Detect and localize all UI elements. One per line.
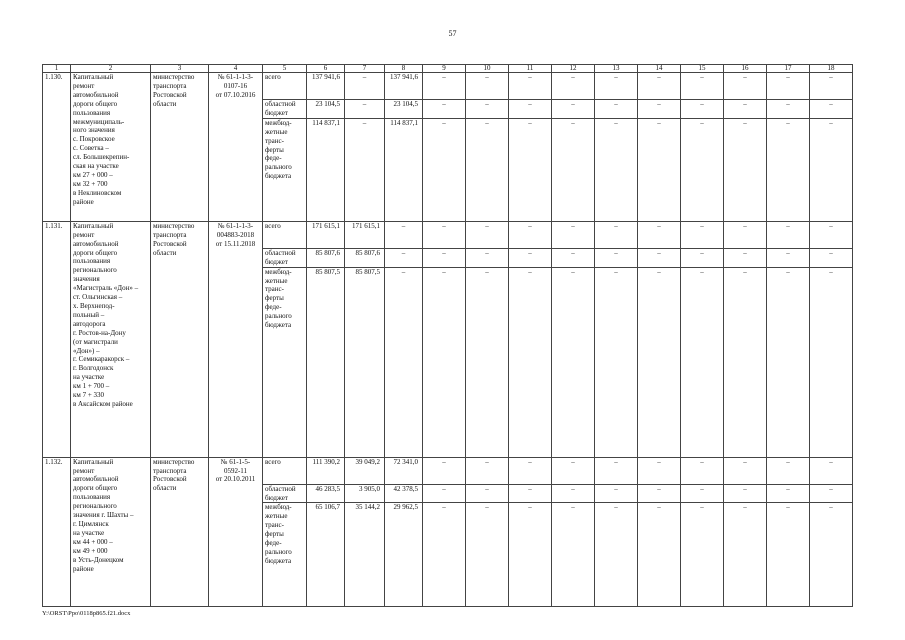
cell-empty-dash: – xyxy=(681,457,724,484)
cell-empty-dash: – xyxy=(681,267,724,457)
cell-empty-dash: – xyxy=(423,248,466,267)
cell-funding-source: межбюд- жетные транс- ферты феде- рального бюджета xyxy=(263,118,307,221)
cell-empty-dash: – xyxy=(681,503,724,607)
cell-funding-source: межбюд- жетные транс- ферты феде- рального бюджета xyxy=(263,267,307,457)
cell-empty-dash: – xyxy=(638,248,681,267)
cell-empty-dash: – xyxy=(724,267,767,457)
col-header: 9 xyxy=(423,65,466,73)
col-header: 6 xyxy=(307,65,345,73)
col-header: 4 xyxy=(209,65,263,73)
cell-empty-dash: – xyxy=(810,248,853,267)
cell-empty-dash: – xyxy=(466,100,509,119)
cell-amount: 39 049,2 xyxy=(345,457,385,484)
cell-name: Капитальный ремонт автомобильной дороги общего пользования межмуниципаль- ного значения с. Покровское с. Советка – сл. Большекрепин- ская на участке км 27 + 000 – км 32 + 700 в Неклиновском районе xyxy=(71,73,151,222)
cell-empty-dash: – xyxy=(595,457,638,484)
cell-empty-dash: – xyxy=(638,457,681,484)
cell-empty-dash: – xyxy=(638,221,681,248)
cell-num: 1.130. xyxy=(43,73,71,222)
cell-empty-dash: – xyxy=(681,118,724,221)
cell-doc: № 61-1-5- 0592-11 от 20.10.2011 xyxy=(209,457,263,607)
cell-empty-dash: – xyxy=(423,73,466,100)
cell-amount: 111 390,2 xyxy=(307,457,345,484)
cell-empty-dash: – xyxy=(466,503,509,607)
cell-ministry: министерство транспорта Ростовской области xyxy=(151,221,209,457)
col-header: 17 xyxy=(767,65,810,73)
cell-empty-dash: – xyxy=(595,100,638,119)
cell-empty-dash: – xyxy=(466,267,509,457)
cell-empty-dash: – xyxy=(423,457,466,484)
cell-amount: – xyxy=(385,248,423,267)
cell-empty-dash: – xyxy=(595,267,638,457)
cell-empty-dash: – xyxy=(552,118,595,221)
cell-amount: 85 807,5 xyxy=(345,267,385,457)
cell-empty-dash: – xyxy=(466,118,509,221)
cell-empty-dash: – xyxy=(681,248,724,267)
cell-amount: 23 104,5 xyxy=(385,100,423,119)
col-header: 18 xyxy=(810,65,853,73)
cell-empty-dash: – xyxy=(810,73,853,100)
cell-amount: 65 106,7 xyxy=(307,503,345,607)
cell-empty-dash: – xyxy=(767,503,810,607)
cell-doc: № 61-1-1-3- 0107-16 от 07.10.2016 xyxy=(209,73,263,222)
cell-empty-dash: – xyxy=(509,248,552,267)
col-header: 16 xyxy=(724,65,767,73)
cell-amount: 171 615,1 xyxy=(307,221,345,248)
cell-amount: 46 283,5 xyxy=(307,484,345,503)
cell-empty-dash: – xyxy=(724,484,767,503)
cell-amount: – xyxy=(385,267,423,457)
cell-empty-dash: – xyxy=(767,484,810,503)
cell-empty-dash: – xyxy=(767,118,810,221)
cell-empty-dash: – xyxy=(552,503,595,607)
cell-empty-dash: – xyxy=(681,221,724,248)
cell-empty-dash: – xyxy=(810,267,853,457)
cell-empty-dash: – xyxy=(810,484,853,503)
cell-empty-dash: – xyxy=(552,248,595,267)
cell-amount: 137 941,6 xyxy=(385,73,423,100)
cell-empty-dash: – xyxy=(681,484,724,503)
cell-empty-dash: – xyxy=(638,118,681,221)
cell-empty-dash: – xyxy=(552,100,595,119)
cell-empty-dash: – xyxy=(509,484,552,503)
cell-empty-dash: – xyxy=(509,100,552,119)
cell-empty-dash: – xyxy=(423,118,466,221)
col-header: 5 xyxy=(263,65,307,73)
cell-empty-dash: – xyxy=(724,457,767,484)
col-header: 11 xyxy=(509,65,552,73)
cell-empty-dash: – xyxy=(423,484,466,503)
cell-empty-dash: – xyxy=(509,503,552,607)
table-row xyxy=(43,457,853,484)
cell-amount: 114 837,1 xyxy=(385,118,423,221)
cell-doc: № 61-1-1-3- 004883-2018 от 15.11.2018 xyxy=(209,221,263,457)
cell-amount: 137 941,6 xyxy=(307,73,345,100)
cell-empty-dash: – xyxy=(552,73,595,100)
cell-funding-source: областной бюджет xyxy=(263,248,307,267)
cell-empty-dash: – xyxy=(638,100,681,119)
cell-funding-source: межбюд- жетные транс- ферты феде- рального бюджета xyxy=(263,503,307,607)
cell-empty-dash: – xyxy=(552,221,595,248)
cell-empty-dash: – xyxy=(466,248,509,267)
cell-empty-dash: – xyxy=(509,457,552,484)
cell-name: Капитальный ремонт автомобильной дороги общего пользования регионального значения «Магистраль «Дон» – ст. Ольгинская – х. Верхнепод- польный – автодорога г. Ростов-на-Дону (от магистрали «Дон») – г. Семикаракорск – г. Волгодонск на участке км 1 + 700 – км 7 + 330 в Аксайском районе xyxy=(71,221,151,457)
cell-empty-dash: – xyxy=(509,118,552,221)
cell-empty-dash: – xyxy=(767,457,810,484)
cell-empty-dash: – xyxy=(767,221,810,248)
col-header: 13 xyxy=(595,65,638,73)
cell-empty-dash: – xyxy=(466,221,509,248)
column-number-header-row xyxy=(43,65,853,73)
cell-empty-dash: – xyxy=(423,221,466,248)
cell-empty-dash: – xyxy=(724,73,767,100)
cell-empty-dash: – xyxy=(509,221,552,248)
cell-empty-dash: – xyxy=(552,457,595,484)
cell-amount: – xyxy=(345,73,385,100)
table-row xyxy=(43,221,853,248)
cell-empty-dash: – xyxy=(767,248,810,267)
cell-empty-dash: – xyxy=(595,484,638,503)
cell-empty-dash: – xyxy=(767,267,810,457)
col-header: 10 xyxy=(466,65,509,73)
col-header: 8 xyxy=(385,65,423,73)
cell-empty-dash: – xyxy=(810,118,853,221)
cell-empty-dash: – xyxy=(681,73,724,100)
cell-empty-dash: – xyxy=(466,73,509,100)
cell-amount: – xyxy=(345,118,385,221)
cell-empty-dash: – xyxy=(638,73,681,100)
cell-amount: 23 104,5 xyxy=(307,100,345,119)
cell-amount: 171 615,1 xyxy=(345,221,385,248)
cell-empty-dash: – xyxy=(595,118,638,221)
cell-empty-dash: – xyxy=(810,457,853,484)
cell-empty-dash: – xyxy=(810,221,853,248)
cell-amount: – xyxy=(345,100,385,119)
cell-empty-dash: – xyxy=(724,503,767,607)
cell-amount: 85 807,6 xyxy=(345,248,385,267)
cell-empty-dash: – xyxy=(681,100,724,119)
col-header: 2 xyxy=(71,65,151,73)
cell-amount: 85 807,6 xyxy=(307,248,345,267)
cell-empty-dash: – xyxy=(638,267,681,457)
cell-empty-dash: – xyxy=(595,73,638,100)
col-header: 7 xyxy=(345,65,385,73)
cell-amount: 29 962,5 xyxy=(385,503,423,607)
cell-empty-dash: – xyxy=(423,267,466,457)
cell-amount: 35 144,2 xyxy=(345,503,385,607)
cell-empty-dash: – xyxy=(767,73,810,100)
cell-empty-dash: – xyxy=(724,221,767,248)
cell-empty-dash: – xyxy=(552,484,595,503)
cell-empty-dash: – xyxy=(509,73,552,100)
cell-amount: 42 378,5 xyxy=(385,484,423,503)
cell-funding-source: всего xyxy=(263,73,307,100)
cell-empty-dash: – xyxy=(724,118,767,221)
cell-empty-dash: – xyxy=(595,503,638,607)
cell-num: 1.132. xyxy=(43,457,71,607)
page-number: 57 xyxy=(448,29,457,38)
cell-funding-source: всего xyxy=(263,221,307,248)
cell-ministry: министерство транспорта Ростовской области xyxy=(151,73,209,222)
cell-amount: 114 837,1 xyxy=(307,118,345,221)
cell-empty-dash: – xyxy=(423,503,466,607)
cell-amount: 85 807,5 xyxy=(307,267,345,457)
cell-num: 1.131. xyxy=(43,221,71,457)
cell-empty-dash: – xyxy=(638,503,681,607)
cell-empty-dash: – xyxy=(810,100,853,119)
col-header: 12 xyxy=(552,65,595,73)
cell-empty-dash: – xyxy=(423,100,466,119)
cell-empty-dash: – xyxy=(767,100,810,119)
cell-empty-dash: – xyxy=(552,267,595,457)
cell-funding-source: всего xyxy=(263,457,307,484)
cell-empty-dash: – xyxy=(595,221,638,248)
cell-amount: – xyxy=(385,221,423,248)
cell-empty-dash: – xyxy=(638,484,681,503)
col-header: 1 xyxy=(43,65,71,73)
cell-name: Капитальный ремонт автомобильной дороги общего пользования регионального значения г. Шахты – г. Цимлянск на участке км 44 + 000 – км 49 + 000 в Усть-Донецком районе xyxy=(71,457,151,607)
cell-amount: 3 905,0 xyxy=(345,484,385,503)
table-row xyxy=(43,73,853,100)
file-path-footer: Y:\ORST\Ppo\0118p865.f21.docx xyxy=(42,610,131,617)
cell-empty-dash: – xyxy=(724,100,767,119)
budget-table xyxy=(42,64,853,607)
col-header: 3 xyxy=(151,65,209,73)
col-header: 14 xyxy=(638,65,681,73)
cell-empty-dash: – xyxy=(595,248,638,267)
cell-funding-source: областной бюджет xyxy=(263,100,307,119)
cell-empty-dash: – xyxy=(509,267,552,457)
cell-empty-dash: – xyxy=(724,248,767,267)
cell-empty-dash: – xyxy=(466,457,509,484)
cell-empty-dash: – xyxy=(810,503,853,607)
col-header: 15 xyxy=(681,65,724,73)
cell-funding-source: областной бюджет xyxy=(263,484,307,503)
cell-ministry: министерство транспорта Ростовской области xyxy=(151,457,209,607)
cell-empty-dash: – xyxy=(466,484,509,503)
cell-amount: 72 341,0 xyxy=(385,457,423,484)
